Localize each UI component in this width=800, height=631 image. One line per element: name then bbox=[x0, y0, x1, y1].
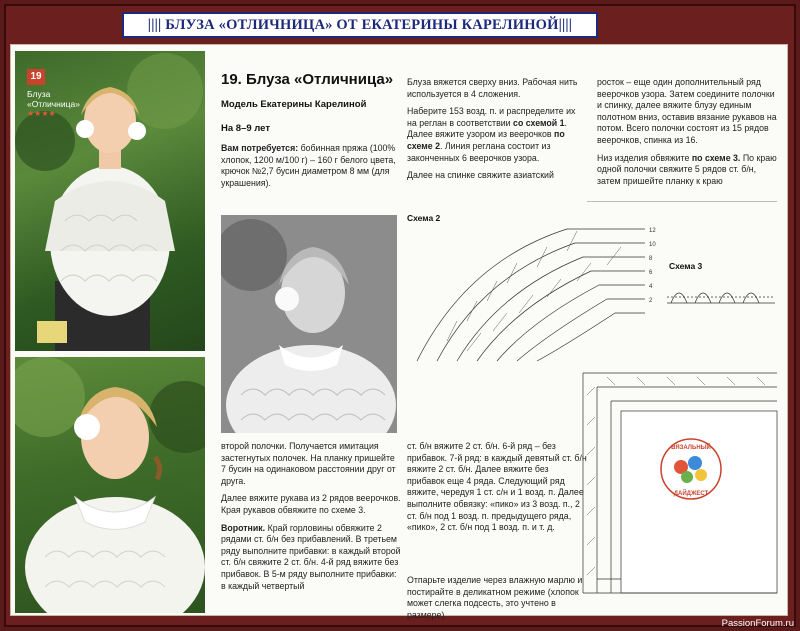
photo-girl-full bbox=[15, 51, 205, 351]
col2-p2-b: со схемой 1 bbox=[513, 117, 565, 128]
col2c-paragraph-1: Отпарьте изделие через влажную марлю и постирайте в деликатном режиме (хлопок может слегка подсесть, это учтено в размере). bbox=[407, 575, 583, 620]
under-paragraph-1: второй полочки. Получается имитация застегнутых полочек. На планку пришейте 7 бусин на одинаковом расстоянии друг от друга. bbox=[221, 441, 396, 486]
col2-p2-d: по схеме 2 bbox=[407, 129, 565, 151]
pattern-number-badge: 19 bbox=[27, 69, 45, 85]
column-2b-text bbox=[407, 441, 587, 540]
title-banner bbox=[122, 12, 598, 38]
scheme-3-label: Схема 3 bbox=[669, 261, 703, 271]
col3-paragraph-1: росток – еще один дополнительный ряд веерочков узора. Затем соедините полочки и спинку, далее вяжите блузу единым полотном вниз, оставив вязание рукавов на потом. Всего полочки состоят из 15 рядов веерочков, спинка из 16. bbox=[597, 77, 777, 145]
under-paragraph-2: Далее вяжите рукава из 2 рядов веерочков. Края рукавов обвяжите по схеме 3. bbox=[221, 493, 401, 515]
vyazalny-daijest-logo bbox=[659, 437, 723, 501]
pattern-heading: 19. Блуза «Отличница» bbox=[221, 71, 394, 88]
col2-p2-e: . Линия реглана состоит из законченных 6 веерочков узора. bbox=[407, 140, 551, 163]
magazine-page bbox=[10, 44, 788, 620]
col3-p2-b: по схеме 3. bbox=[691, 152, 741, 163]
col2-p2-c: . Далее вяжите узором из веерочков bbox=[407, 117, 567, 140]
svg-text:2: 2 bbox=[649, 298, 653, 304]
photo-girl-closeup-art bbox=[15, 357, 205, 613]
materials-label: Вам потребуется: bbox=[221, 143, 299, 153]
logo-top-text: ВЯЗАЛЬНЫЙ bbox=[671, 445, 711, 451]
col3-p2-a: Низ изделия обвяжите bbox=[597, 152, 692, 163]
under-paragraph-3 bbox=[221, 523, 401, 593]
col2-p2-a: Наберите 153 возд. п. и распределите их на реглан в соответствии bbox=[407, 106, 576, 128]
col2-paragraph-3: Далее на спинке свяжите азиатский bbox=[407, 170, 554, 181]
difficulty-stars: ★★★★ bbox=[27, 109, 56, 118]
col2b-paragraph-1: ст. б/н вяжите 2 ст. б/н. 6-й ряд – без прибавок. 7-й ряд: в каждый девятый ст. б/н вяжите 2 ст. б/н. Далее вяжите без прибавок еще 4 ряда. Следующий ряд вяжите, чередуя 1 ст. с/н и 1 возд. п. Далее выполните обвязку: «пико» из 3 возд. п., 2 ст. б/н под 1 возд. п. предыдущего ряда, «пико», 2 ст. б/н под 1 возд. п. и т. д. bbox=[407, 441, 587, 533]
col2-paragraph-1: Блуза вяжется сверху вниз. Рабочая нить используется в 4 сложения. bbox=[407, 77, 578, 99]
materials-body: бобинная пряжа (100% хлопок, 1200 м/100 г) – 160 г белого цвета, крючок №2,7 бусин диаметром 8 мм (для украшения). bbox=[221, 143, 396, 188]
photo-girl-closeup bbox=[15, 357, 205, 613]
col2-paragraph-2 bbox=[407, 106, 585, 164]
svg-text:4: 4 bbox=[649, 284, 653, 290]
column-divider bbox=[587, 201, 777, 202]
scheme-3-diagram bbox=[665, 275, 777, 311]
col3-p2-c: По краю одной полочки свяжите 5 рядов ст. б/н, затем пришейте планку к краю bbox=[597, 152, 777, 186]
svg-text:6: 6 bbox=[649, 270, 653, 276]
page-title: |||| БЛУЗА «ОТЛИЧНИЦА» ОТ ЕКАТЕРИНЫ КАРЕЛИНОЙ|||| bbox=[147, 16, 573, 33]
scheme-2-label: Схема 2 bbox=[407, 213, 441, 223]
pattern-author: Модель Екатерины Карелиной bbox=[221, 99, 367, 110]
badge-name: Блуза «Отличница» bbox=[27, 89, 80, 109]
collar-label: Воротник. bbox=[221, 522, 266, 533]
column-2-text bbox=[407, 77, 585, 188]
pattern-age: На 8–9 лет bbox=[221, 123, 270, 134]
photo-girl-bw-art bbox=[221, 215, 397, 433]
svg-text:12: 12 bbox=[649, 228, 656, 234]
scheme-2-diagram bbox=[407, 221, 657, 371]
badge-caption bbox=[27, 89, 87, 119]
photo-girl-bw bbox=[221, 215, 397, 433]
column-3-text bbox=[597, 77, 777, 193]
svg-text:8: 8 bbox=[649, 256, 653, 262]
col3-paragraph-2 bbox=[597, 153, 777, 188]
materials-text bbox=[221, 143, 399, 189]
logo-bottom-text: ДАЙДЖЕСТ bbox=[673, 491, 709, 497]
svg-text:10: 10 bbox=[649, 242, 656, 248]
under-photo-text bbox=[221, 441, 401, 598]
column-2c-text bbox=[407, 575, 587, 627]
collar-text: Край горловины обвяжите 2 рядами ст. б/н без прибавлений. В третьем ряду выполните прибавки: в каждый второй ст. б/н свяжите 2 ст. б/н. 4-й ряд вяжите без прибавок. В 5-м ряду выполните прибавки: в каждый четвертый bbox=[221, 522, 401, 591]
forum-watermark: PassionForum.ru bbox=[721, 618, 794, 629]
